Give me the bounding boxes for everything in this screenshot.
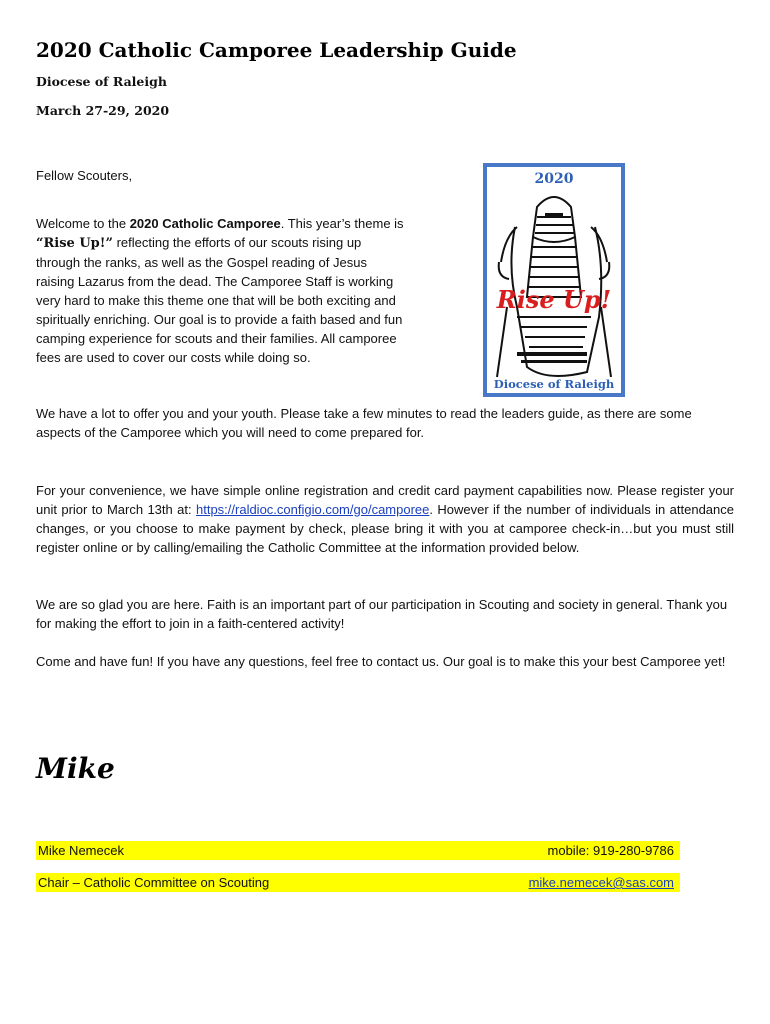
intro-event: 2020 Catholic Camporee [129, 216, 281, 231]
registration-post: . However if the number of individuals in attendance changes, or you choose to make payment by check, please bring it with you at camporee check-in…but you must still register online or by calling/emailing the Catholic Committee at the information provided below. [36, 502, 734, 555]
intro-mid: . This year’s theme is [280, 216, 404, 231]
contact-role: Chair – Catholic Committee on Scouting [38, 875, 270, 890]
diocese-subtitle: Diocese of Raleigh [36, 74, 167, 89]
paragraph-offer: We have a lot to offer you and your youth. Please take a few minutes to read the leaders guide, as there are some aspects of the Camporee which you will need to come prepared for. [36, 406, 692, 440]
paragraph-registration [36, 481, 734, 557]
poster-art-image [487, 167, 621, 393]
contact-email-link[interactable]: mike.nemecek@sas.com [528, 875, 674, 890]
document-title: 2020 Catholic Camporee Leadership Guide [36, 38, 517, 62]
intro-paragraph [36, 214, 406, 367]
paragraph-faith: We are so glad you are here. Faith is an important part of our participation in Scouting and society in general. Thank you for making the effort to join in a faith-centered activity! [36, 597, 728, 631]
poster-year: 2020 [534, 171, 574, 187]
registration-pre: For your convenience, we have simple online registration and credit card payment capabilities now. Please register your unit prior to March 13th at: [36, 483, 734, 517]
paragraph-closing: Come and have fun! If you have any questions, feel free to contact us. Our goal is to make this your best Camporee yet! [36, 654, 726, 669]
intro-post: reflecting the efforts of our scouts rising up through the ranks, as well as the Gospel reading of Jesus raising Lazarus from the dead. The Camporee Staff is working very hard to make this theme one that will be both exciting and spiritually enriching. Our goal is to provide a faith based and fun camping experience for scouts and their families. All camporee fees are used to cover our costs while doing so. [36, 235, 403, 365]
signature: Mike [36, 752, 115, 785]
dates-subtitle: March 27-29, 2020 [36, 103, 170, 118]
registration-link[interactable]: https://raldioc.configio.com/go/camporee [195, 502, 430, 517]
poster-theme: Rise Up! [496, 285, 612, 314]
intro-theme: “Rise Up!” [36, 236, 113, 251]
contact-mobile: mobile: 919-280-9786 [547, 843, 674, 858]
poster-diocese: Diocese of Raleigh [493, 377, 615, 391]
contact-name: Mike Nemecek [38, 843, 124, 858]
contact-row-role [36, 873, 680, 892]
greeting: Fellow Scouters, [36, 168, 133, 183]
contact-row-name [36, 841, 680, 860]
intro-pre: Welcome to the [36, 216, 130, 231]
camporee-poster [483, 163, 625, 397]
